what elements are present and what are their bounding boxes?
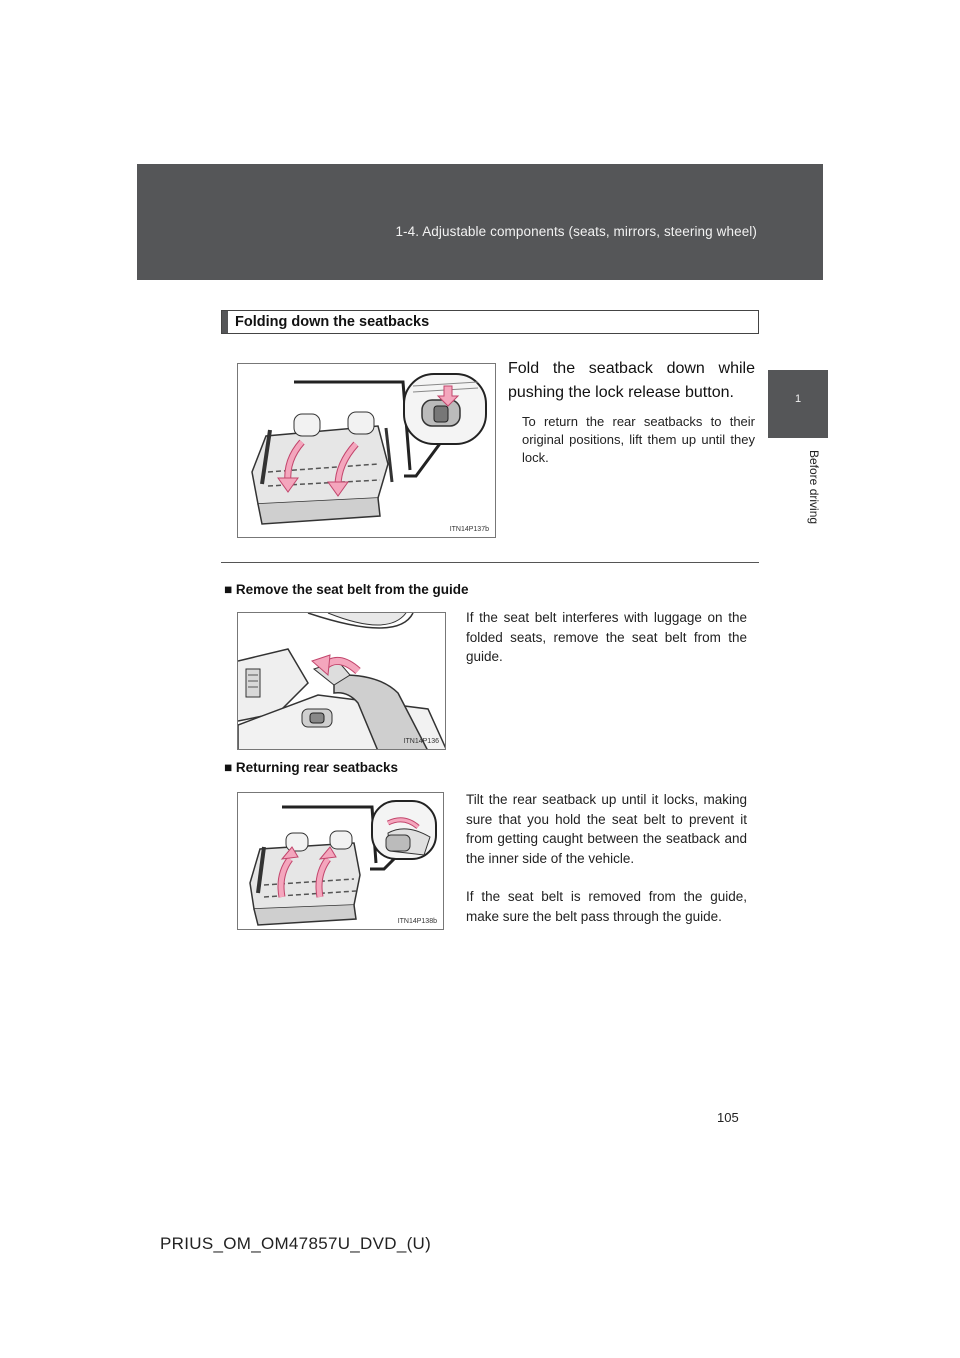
fold-return-note: To return the rear seatbacks to their original positions, lift them up until they lock. [522, 414, 755, 465]
remove-belt-text: If the seat belt interferes with luggage on the folded seats, remove the seat belt from the guide. [466, 610, 747, 664]
heading-remove-belt [224, 582, 468, 597]
page-number: 105 [717, 1110, 739, 1125]
chapter-header-band [137, 164, 823, 280]
heading-remove-belt-text: Remove the seat belt from the guide [235, 582, 469, 597]
figure-returning-seatbacks [237, 792, 444, 930]
section-title: Folding down the seatbacks [235, 314, 430, 330]
section-title-bar [222, 311, 228, 333]
heading-returning-text: Returning rear seatbacks [235, 760, 398, 775]
heading-returning [224, 760, 398, 775]
figure-code-fold: ITN14P137b [449, 526, 489, 533]
chapter-number: 1 [794, 393, 802, 405]
section-divider [221, 562, 759, 563]
fold-seatbacks-illustration [238, 364, 496, 538]
remove-belt-illustration [238, 613, 446, 750]
returning-text-1: Tilt the rear seatback up until it locks, making sure that you hold the seat belt to prevent it from getting caught between the seatback and the inner side of the vehicle. [466, 792, 747, 866]
figure-code-returning: ITN14P138b [397, 918, 437, 925]
figure-remove-belt [237, 612, 446, 750]
heading-bullet-icon: ■ [224, 582, 233, 597]
returning-text-2: If the seat belt is removed from the guide, make sure the belt pass through the guide. [466, 889, 747, 924]
heading-bullet-icon: ■ [224, 760, 233, 775]
returning-seatbacks-illustration [238, 793, 444, 930]
figure-fold-seatbacks [237, 363, 496, 538]
section-title-box [221, 310, 759, 334]
figure-code-remove-belt: ITN14P136 [403, 738, 439, 745]
fold-instruction: Fold the seatback down while pushing the lock release button. [508, 360, 755, 401]
footer-document-code: PRIUS_OM_OM47857U_DVD_(U) [160, 1234, 432, 1253]
chapter-section-title: 1-4. Adjustable components (seats, mirrors, steering wheel) [395, 224, 757, 239]
chapter-label: Before driving [807, 450, 821, 525]
